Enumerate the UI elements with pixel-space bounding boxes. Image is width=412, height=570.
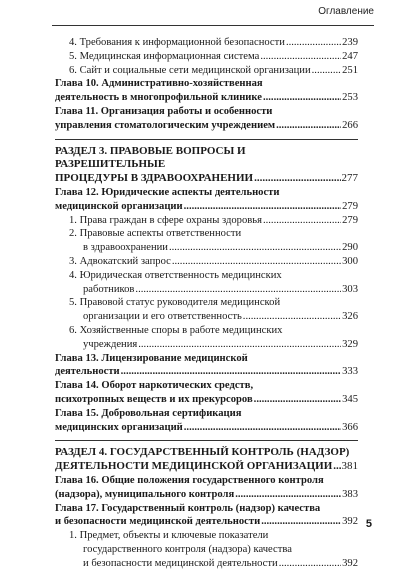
toc-entry-text: 3. Адвокатский запрос	[69, 255, 171, 267]
section-divider	[55, 139, 358, 140]
toc-chapter[interactable]	[55, 379, 358, 407]
dot-leader	[169, 241, 341, 255]
dot-leader	[333, 460, 340, 474]
dot-leader	[135, 283, 341, 297]
toc-subitem[interactable]	[55, 324, 358, 352]
toc-page-number: 383	[342, 488, 358, 500]
table-of-contents	[55, 36, 358, 570]
toc-page-number: 277	[341, 172, 358, 185]
toc-subitem[interactable]	[55, 227, 358, 255]
toc-entry-text: учреждения	[83, 338, 138, 350]
dot-leader	[263, 214, 341, 228]
toc-page-number: 366	[342, 421, 358, 433]
dot-leader	[235, 488, 341, 502]
toc-entry-text: управления стоматологическим учреждением	[55, 119, 276, 131]
dot-leader	[260, 50, 341, 64]
dot-leader	[286, 36, 341, 50]
toc-entry-text: Глава 14. Оборот наркотических средств,	[55, 380, 254, 392]
toc-page-number: 247	[342, 50, 358, 62]
toc-section[interactable]	[55, 446, 358, 474]
toc-entry-text: 4. Требования к информационной безопасности	[69, 37, 285, 48]
toc-page-number: 392	[342, 516, 358, 528]
dot-leader	[261, 515, 341, 529]
toc-page-number: 326	[342, 311, 358, 323]
toc-subitem[interactable]	[55, 255, 358, 269]
toc-page-number: 300	[342, 255, 358, 267]
toc-chapter[interactable]	[55, 407, 358, 435]
toc-entry-text: Глава 12. Юридические аспекты деятельности	[55, 186, 280, 198]
toc-page-number: 279	[342, 214, 358, 226]
toc-page-number: 329	[342, 338, 358, 350]
toc-entry-text: государственного контроля (надзора) качества	[83, 543, 292, 555]
toc-entry-text: РАЗДЕЛ 3. ПРАВОВЫЕ ВОПРОСЫ И РАЗРЕШИТЕЛЬНЫЕ	[55, 144, 246, 171]
toc-entry-text: психотропных веществ и их прекурсоров	[55, 393, 253, 405]
dot-leader	[263, 91, 341, 105]
toc-entry-text: Глава 17. Государственный контроль (надзор) качества	[55, 502, 321, 514]
toc-section[interactable]	[55, 145, 358, 186]
toc-chapter[interactable]	[55, 502, 358, 530]
dot-leader	[276, 119, 341, 133]
header-rule	[52, 25, 374, 26]
dot-leader	[184, 200, 341, 214]
dot-leader	[254, 393, 341, 407]
dot-leader	[243, 310, 341, 324]
toc-subitem[interactable]	[55, 36, 358, 50]
toc-entry-text: 1. Предмет, объекты и ключевые показатели	[69, 530, 269, 542]
toc-entry-text: 1. Права граждан в сфере охраны здоровья	[69, 214, 262, 226]
toc-page-number: 290	[342, 242, 358, 254]
toc-entry-text: Глава 13. Лицензирование медицинской	[55, 352, 248, 364]
toc-subitem[interactable]	[55, 269, 358, 297]
toc-page-number: 345	[342, 393, 358, 405]
toc-entry-text: ДЕЯТЕЛЬНОСТИ МЕДИЦИНСКОЙ ОРГАНИЗАЦИИ	[55, 460, 333, 473]
dot-leader	[279, 557, 341, 570]
toc-entry-text: 5. Правовой статус руководителя медицинской	[69, 297, 281, 309]
toc-entry-text: ПРОЦЕДУРЫ В ЗДРАВООХРАНЕНИИ	[55, 172, 254, 185]
toc-entry-text: 6. Хозяйственные споры в работе медицинских	[69, 324, 283, 336]
dot-leader	[138, 338, 341, 352]
toc-entry-text: организации и его ответственность	[83, 311, 242, 323]
toc-chapter[interactable]	[55, 186, 358, 214]
running-title: Оглавление	[318, 6, 374, 17]
dot-leader	[312, 64, 341, 78]
dot-leader	[254, 172, 340, 186]
toc-entry-text: Глава 15. Добровольная сертификация	[55, 407, 242, 419]
toc-subitem[interactable]	[55, 214, 358, 228]
toc-entry-text: РАЗДЕЛ 4. ГОСУДАРСТВЕННЫЙ КОНТРОЛЬ (НАДЗОР)	[55, 446, 350, 459]
toc-entry-text: деятельности	[55, 366, 120, 378]
toc-entry-text: 4. Юридическая ответственность медицинских	[69, 269, 282, 281]
toc-page-number: 266	[342, 119, 358, 131]
toc-entry-text: Глава 10. Административно-хозяйственная	[55, 78, 263, 90]
toc-chapter[interactable]	[55, 77, 358, 105]
toc-entry-text: 2. Правовые аспекты ответственности	[69, 228, 242, 240]
toc-subitem[interactable]	[55, 64, 358, 78]
toc-page-number: 303	[342, 283, 358, 295]
toc-page-number: 279	[342, 200, 358, 212]
dot-leader	[172, 255, 341, 269]
toc-page-number: 333	[342, 366, 358, 378]
toc-entry-text: 5. Медицинская информационная система	[69, 50, 260, 62]
toc-chapter[interactable]	[55, 105, 358, 133]
toc-entry-text: медицинских организаций	[55, 421, 183, 433]
toc-subitem[interactable]	[55, 296, 358, 324]
dot-leader	[184, 421, 341, 435]
toc-page-number: 392	[342, 557, 358, 569]
toc-entry-text: медицинской организации	[55, 200, 183, 212]
toc-page-number: 253	[342, 92, 358, 104]
toc-entry-text: работников	[83, 283, 135, 295]
toc-page-number: 381	[341, 460, 358, 473]
toc-entry-text: в здравоохранении	[83, 242, 168, 254]
toc-page-number: 239	[342, 37, 358, 48]
toc-entry-text: и безопасности медицинской деятельности	[83, 557, 278, 569]
toc-entry-text: Глава 16. Общие положения государственного контроля	[55, 474, 324, 486]
toc-entry-text: и безопасности медицинской деятельности	[55, 516, 261, 528]
toc-subitem[interactable]	[55, 50, 358, 64]
toc-entry-text: Глава 11. Организация работы и особенности	[55, 105, 273, 117]
page-number: 5	[365, 518, 372, 530]
toc-page-number: 251	[342, 64, 358, 76]
toc-entry-text: 6. Сайт и социальные сети медицинской организации	[69, 64, 311, 76]
toc-chapter[interactable]	[55, 352, 358, 380]
section-divider	[55, 440, 358, 441]
toc-entry-text: (надзора), муниципального контроля	[55, 488, 235, 500]
dot-leader	[121, 365, 341, 379]
toc-chapter[interactable]	[55, 474, 358, 502]
toc-entry-text: деятельность в многопрофильной клинике	[55, 92, 262, 104]
